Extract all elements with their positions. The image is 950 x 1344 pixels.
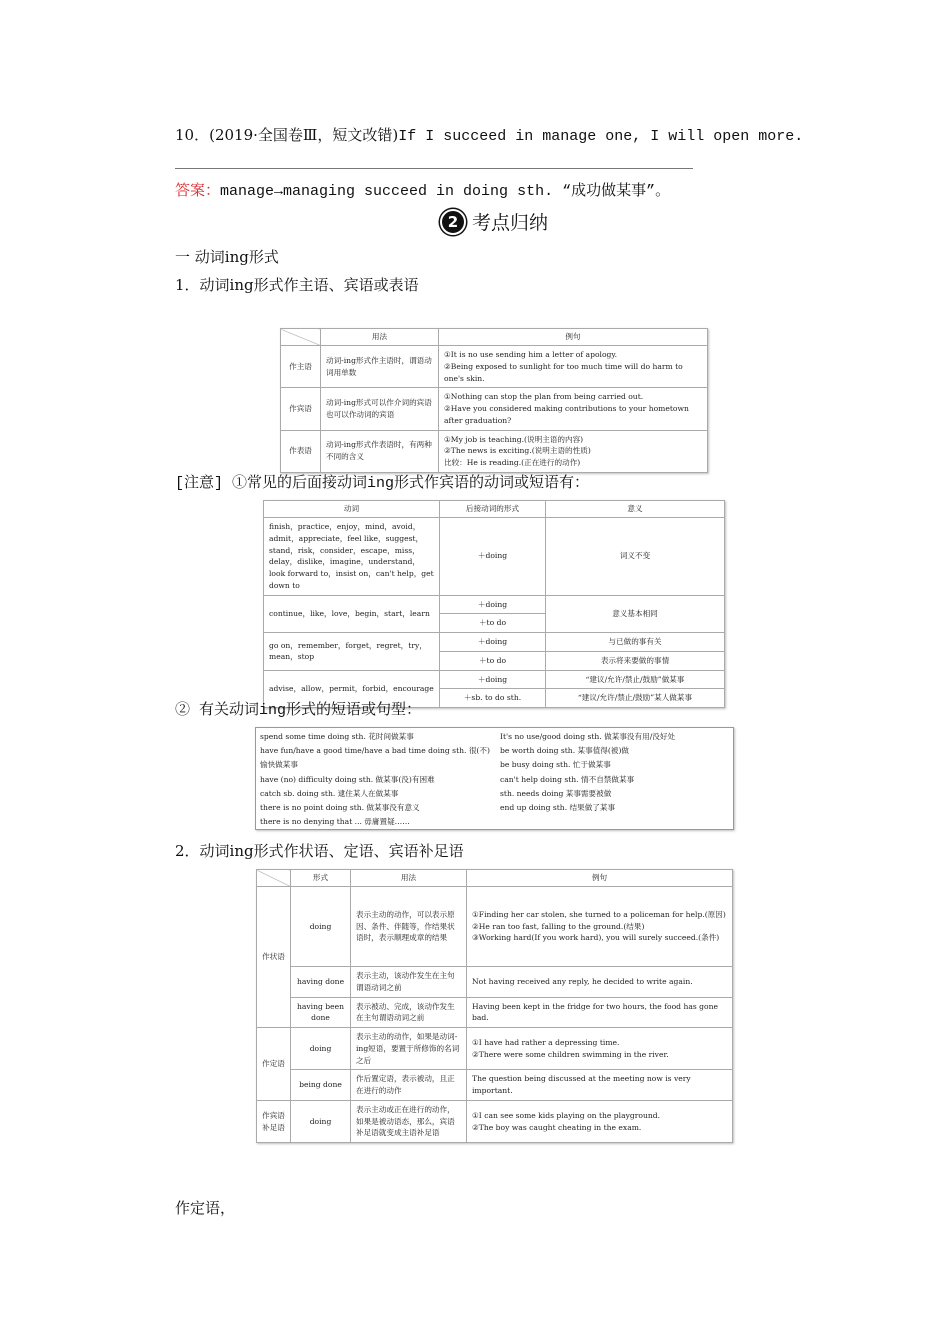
row-role: 作主语 (281, 346, 321, 388)
footer-text: 作定语， (175, 1199, 236, 1217)
answer (175, 179, 670, 200)
row-form: ＋to do (440, 614, 546, 633)
table-row (257, 967, 733, 998)
row-usage: 表示主动或正在进行的动作，如果是被动语态，那么，宾语补足语就变成主语补足语 (351, 1100, 467, 1142)
table-row (264, 633, 725, 652)
answer-blank-line (175, 168, 693, 169)
row-meaning: “建议/允许/禁止/鼓励”做某事 (546, 670, 725, 689)
row-examples (467, 997, 733, 1028)
note-2 (175, 698, 421, 719)
col-header-usage: 用法 (321, 329, 439, 346)
row-usage: 表示主动，该动作发生在主句谓语动词之前 (351, 967, 467, 998)
phrase: there is no denying that ... 毋庸置疑…… (260, 817, 410, 827)
row-form: doing (291, 887, 351, 967)
example: ②The boy was caught cheating in the exam. (472, 1122, 642, 1132)
section-number-badge: 2 (440, 209, 466, 235)
example: ③Working hard(If you work hard), you will surely succeed.(条件) (472, 933, 720, 943)
row-examples (439, 388, 708, 430)
phrase: be busy doing sth. 忙于做某事 (500, 760, 611, 770)
example: ②The news is exciting.(说明主语的性质) (444, 446, 591, 456)
row-examples (467, 967, 733, 998)
example: ②There were some children swimming in the river. (472, 1049, 669, 1059)
example: The question being discussed at the meeting now is very important. (472, 1074, 691, 1096)
row-examples (439, 430, 708, 472)
row-meaning: 与已做的事有关 (546, 633, 725, 652)
phrase: end up doing sth. 结果做了某事 (500, 803, 616, 813)
phrase: spend some time doing sth. 花时间做某事 (260, 732, 414, 741)
row-form: being done (291, 1070, 351, 1101)
row-form: doing (291, 1028, 351, 1070)
table-adverbial-uses (256, 869, 733, 1143)
row-examples (467, 1028, 733, 1070)
phrases-left-column (260, 730, 490, 829)
table-corner (257, 870, 291, 887)
row-usage: 动词-ing形式作主语时，谓语动词用单数 (321, 346, 439, 388)
table-row (281, 346, 708, 388)
phrase: have (no) difficulty doing sth. 做某事(没)有困难 (260, 774, 435, 784)
table-header-row (264, 501, 725, 518)
note-text: [注意] ①常见的后面接动词ing形式作宾语的动词或短语有： (175, 475, 590, 492)
col-header-examples: 例句 (439, 329, 708, 346)
table-verbs-doing (263, 500, 725, 708)
note (175, 471, 589, 492)
example: ①My job is teaching.(说明主语的内容) (444, 434, 584, 444)
row-role: 作宾语 (281, 388, 321, 430)
row-form: doing (291, 1100, 351, 1142)
table-row (281, 388, 708, 430)
row-role: 作宾语补足语 (257, 1100, 291, 1142)
table-header-row (257, 870, 733, 887)
col-header-form: 后接动词的形式 (440, 501, 546, 518)
example: ①Nothing can stop the plan from being carried out. (444, 392, 644, 402)
subheading-1: 1．动词ing形式作主语、宾语或表语 (175, 276, 419, 294)
row-verbs: finish，practice，enjoy，mind，avoid，admit，appreciate，feel like，suggest，stand，risk，consider，escape，miss，delay，dislike，imagine，understand，look forward to，insist on，can't help，get down to (264, 518, 440, 596)
table-row (264, 595, 725, 614)
row-usage: 表示被动、完成，该动作发生在主句谓语动词之前 (351, 997, 467, 1028)
row-usage: 表示主动的动作，可以表示原因、条件、伴随等，作结果状语时，表示顺理成章的结果 (351, 887, 467, 967)
example: ②Have you considered making contributions to your hometown after graduation? (444, 404, 689, 425)
row-examples (467, 1070, 733, 1101)
phrase: can't help doing sth. 情不自禁做某事 (500, 774, 635, 784)
table-row (281, 430, 708, 472)
row-role: 作状语 (257, 887, 291, 1028)
example: Having been kept in the fridge for two hours, the food has gone bad. (472, 1001, 718, 1023)
row-form: ＋doing (440, 633, 546, 652)
phrases-right-column (500, 730, 675, 815)
answer-text: manage→managing succeed in doing sth. “成功做某事”。 (220, 183, 671, 200)
row-meaning: “建议/允许/禁止/鼓励”某人做某事 (546, 689, 725, 708)
row-usage: 动词-ing形式作表语时，有两种不同的含义 (321, 430, 439, 472)
table-row (257, 1070, 733, 1101)
question-source: (2019·全国卷Ⅲ，短文改错) (209, 126, 399, 144)
row-verbs: go on，remember，forget，regret，try，mean，stop (264, 633, 440, 671)
subheading-2: 2．动词ing形式作状语、定语、宾语补足语 (175, 842, 464, 860)
row-form: ＋doing (440, 518, 546, 596)
question-sentence: If I succeed in manage one, I will open more. (398, 128, 804, 145)
section-title: 考点归纳 (472, 212, 549, 234)
note-2-text: ② 有关动词ing形式的短语或句型： (175, 702, 422, 719)
example: ①Finding her car stolen, she turned to a policeman for help.(原因) (472, 909, 726, 919)
row-meaning: 意义基本相同 (546, 595, 725, 633)
row-form: ＋doing (440, 595, 546, 614)
row-form: having been done (291, 997, 351, 1028)
row-examples (467, 887, 733, 967)
table-row (257, 997, 733, 1028)
phrase: have fun/have a good time/have a bad time doing sth. 很(不) (260, 746, 490, 756)
answer-label: 答案： (175, 181, 221, 199)
row-examples (439, 346, 708, 388)
col-header-examples: 例句 (467, 870, 733, 887)
row-usage: 动词-ing形式可以作介词的宾语也可以作动词的宾语 (321, 388, 439, 430)
table-row (264, 670, 725, 689)
row-role: 作定语 (257, 1028, 291, 1101)
table-row (257, 1028, 733, 1070)
question-number: 10． (175, 126, 210, 144)
row-verbs: continue，like，love，begin，start，learn (264, 595, 440, 633)
phrases-box (255, 727, 734, 830)
phrase: 愉快做某事 (260, 760, 298, 770)
table-header-row (281, 329, 708, 346)
col-header-verbs: 动词 (264, 501, 440, 518)
phrase: It's no use/good doing sth. 做某事没有用/没好处 (500, 732, 676, 741)
example: ①I have had rather a depressing time. (472, 1037, 620, 1047)
row-role: 作表语 (281, 430, 321, 472)
row-form: ＋to do (440, 651, 546, 670)
row-form: having done (291, 967, 351, 998)
example: Not having received any reply, he decided to write again. (472, 976, 693, 986)
part-heading: 一 动词ing形式 (175, 248, 279, 266)
row-examples (467, 1100, 733, 1142)
row-usage: 作后置定语，表示被动，且正在进行的动作 (351, 1070, 467, 1101)
row-meaning: 词义不变 (546, 518, 725, 596)
row-form: ＋sb. to do sth. (440, 689, 546, 708)
col-header-usage: 用法 (351, 870, 467, 887)
table-corner (281, 329, 321, 346)
row-meaning: 表示将来要做的事情 (546, 651, 725, 670)
table-row (257, 1100, 733, 1142)
example: 比较：He is reading.(正在进行的动作) (444, 458, 581, 468)
row-verbs: advise，allow，permit，forbid，encourage (264, 670, 440, 708)
phrase: there is no point doing sth. 做某事没有意义 (260, 803, 420, 813)
row-usage: 表示主动的动作，如果是动词-ing短语，要置于所修饰的名词之后 (351, 1028, 467, 1070)
table-row (257, 887, 733, 967)
question-10 (175, 124, 803, 145)
table-row (264, 518, 725, 596)
table-nominal-uses (280, 328, 708, 473)
example: ②Being exposed to sunlight for too much time will do harm to one's skin. (444, 361, 683, 383)
section-heading (440, 208, 548, 235)
example: ②He ran too fast, falling to the ground.(结果) (472, 921, 645, 931)
phrase: be worth doing sth. 某事值得(被)做 (500, 746, 630, 756)
phrase: sth. needs doing 某事需要被做 (500, 788, 612, 798)
col-header-form: 形式 (291, 870, 351, 887)
phrase: catch sb. doing sth. 逮住某人在做某事 (260, 788, 399, 798)
example: ①I can see some kids playing on the playground. (472, 1110, 661, 1120)
col-header-meaning: 意义 (546, 501, 725, 518)
row-form: ＋doing (440, 670, 546, 689)
example: ①It is no use sending him a letter of apology. (444, 350, 618, 359)
